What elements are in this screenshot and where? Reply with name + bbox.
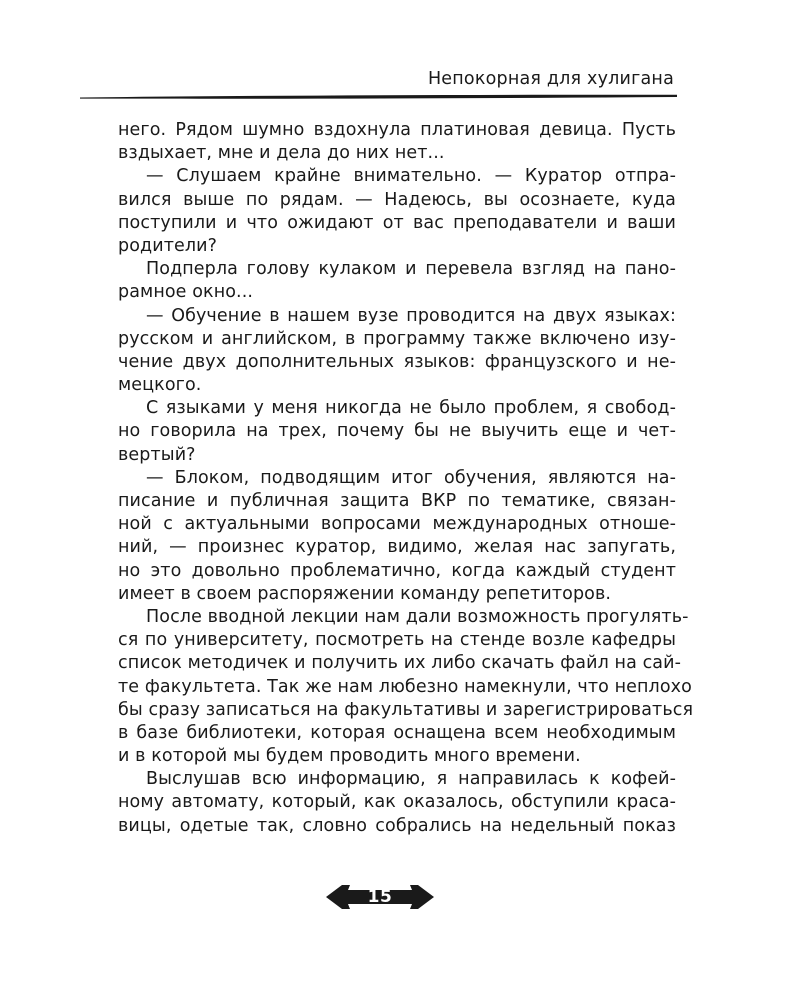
text-line: ся по университету, посмотреть на стенде возле кафедры [118, 630, 676, 651]
text-line: бы сразу записаться на факультативы и зарегистрироваться [118, 699, 694, 720]
text-line: — Обучение в нашем вузе проводится на двух языках: [146, 305, 676, 326]
running-title: Непокорная для хулигана [427, 69, 674, 89]
text-line: вздыхает, мне и дела до них нет... [118, 143, 445, 164]
text-line: вертый? [118, 444, 196, 465]
text-line: — Слушаем крайне внимательно. — Куратор отпра- [146, 166, 676, 187]
text-line: вился выше по рядам. — Надеюсь, вы осознаете, куда [118, 189, 676, 210]
text-line: мецкого. [118, 375, 202, 396]
page-number-badge [326, 882, 434, 912]
text-line: Выслушав всю информацию, я направилась к кофей- [146, 769, 676, 790]
text-line: С языками у меня никогда не было проблем, я свобод- [146, 398, 676, 419]
text-line: вицы, одетые так, словно собрались на недельный показ [118, 815, 676, 836]
text-line: чение двух дополнительных языков: французского и не- [118, 351, 676, 372]
text-line: рамное окно... [118, 282, 254, 303]
text-line: ной с актуальными вопросами международных отноше- [118, 514, 676, 535]
text-line: После вводной лекции нам дали возможность прогулять- [146, 606, 689, 627]
text-line: те факультета. Так же нам любезно намекнули, что неплохо [118, 676, 692, 697]
page-number: 15 [367, 887, 393, 907]
text-line: ному автомату, который, как оказалось, обступили краса- [118, 792, 676, 813]
text-line: родители? [118, 235, 217, 256]
text-line: но говорила на трех, почему бы не выучить еще и чет- [118, 421, 676, 442]
text-line: и в которой мы будем проводить много времени. [118, 746, 581, 767]
text-line: ний, — произнес куратор, видимо, желая нас запугать, [118, 537, 676, 558]
text-line: но это довольно проблематично, когда каждый студент [118, 560, 676, 581]
text-line: русском и английском, в программу также включено изу- [118, 328, 676, 349]
body-text [118, 119, 694, 838]
text-line: в базе библиотеки, которая оснащена всем необходимым [118, 722, 676, 743]
text-line: список методичек и получить их либо скачать файл на сай- [118, 653, 682, 674]
text-line: него. Рядом шумно вздохнула платиновая девица. Пусть [118, 120, 676, 140]
text-line: писание и публичная защита ВКР по тематике, связан- [118, 491, 676, 511]
text-line: Подперла голову кулаком и перевела взгляд на пано- [146, 259, 676, 280]
text-line: имеет в своем распоряжении команду репетиторов. [118, 583, 612, 604]
text-line: — Блоком, подводящим итог обучения, являются на- [146, 467, 676, 488]
header-rule [0, 0, 800, 110]
text-line: поступили и что ожидают от вас преподаватели и ваши [118, 212, 676, 233]
